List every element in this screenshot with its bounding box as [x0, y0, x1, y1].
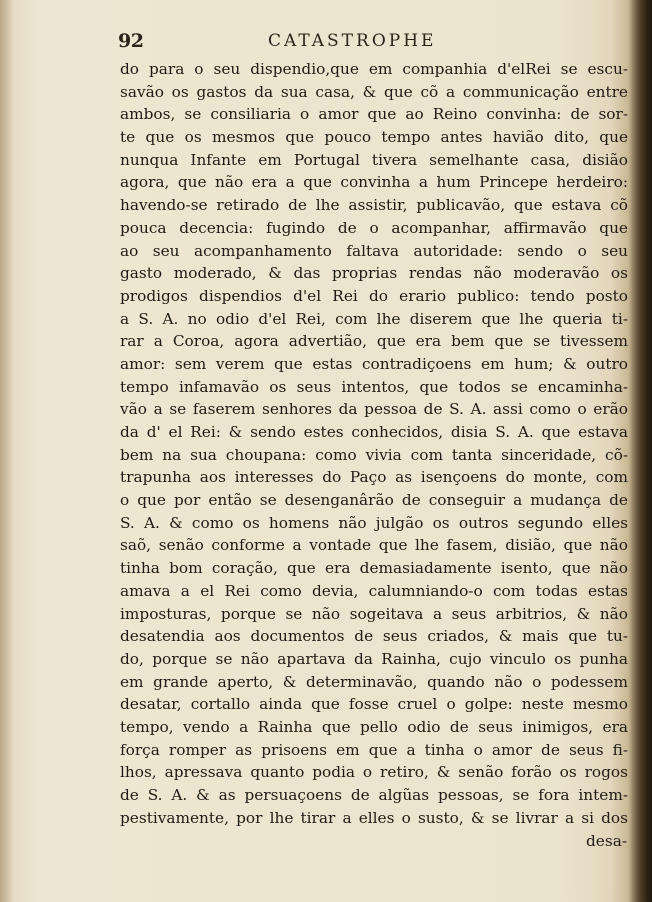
text-line: o que por então se desenganârão de conseguir a mudança de: [120, 491, 628, 510]
text-line: lhos, apressava quanto podia o retiro, & senão forão os rogos: [120, 763, 628, 782]
text-line: tinha bom coração, que era demasiadamente isento, que não: [120, 559, 628, 578]
text-line: pouca decencia: fugindo de o acompanhar, affirmavão que: [120, 218, 628, 237]
text-line: agora, que não era a que convinha a hum Princepe herdeiro:: [120, 173, 628, 192]
text-line: bem na sua choupana: como vivia com tanta sinceridade, cõ-: [120, 445, 628, 464]
text-line: tempo, vendo a Rainha que pello odio de seus inimigos, era: [120, 717, 628, 736]
catchword: desa-: [586, 832, 627, 850]
text-line: gasto moderado, & das proprias rendas não moderavão os: [120, 264, 628, 283]
running-head: CATASTROPHE: [268, 31, 437, 51]
text-line: amor: sem verem que estas contradiçoens em hum; & outro: [120, 354, 628, 373]
body-text: [120, 58, 628, 829]
text-line: rar a Coroa, agora advertião, que era bem que se tivessem: [120, 332, 628, 351]
text-line: nunqua Infante em Portugal tivera semelhante casa, disião: [120, 150, 628, 169]
text-line: amava a el Rei como devia, calumniando-o com todas estas: [120, 581, 628, 600]
text-line: força romper as prisoens em que a tinha o amor de seus fi-: [120, 740, 628, 759]
text-line: do para o seu dispendio,que em companhia d'elRei se escu-: [120, 60, 628, 78]
text-line: desatar, cortallo ainda que fosse cruel o golpe: neste mesmo: [120, 695, 628, 714]
text-line: a S. A. no odio d'el Rei, com lhe diserem que lhe queria ti-: [120, 309, 628, 328]
text-line: prodigos dispendios d'el Rei do erario publico: tendo posto: [120, 286, 628, 305]
text-line: ambos, se consiliaria o amor que ao Reino convinha: de sor-: [120, 105, 628, 124]
text-line: havendo-se retirado de lhe assistir, publicavão, que estava cõ: [120, 196, 628, 215]
text-line: te que os mesmos que pouco tempo antes havião dito, que: [120, 128, 628, 147]
page-number: 92: [118, 30, 144, 52]
text-line: imposturas, porque se não sogeitava a seus arbitrios, & não: [120, 604, 628, 623]
binding-gutter: [630, 0, 652, 902]
text-line: S. A. & como os homens não julgão os outros segundo elles: [120, 513, 628, 532]
text-line: pestivamente, por lhe tirar a elles o susto, & se livrar a si dos: [120, 808, 628, 827]
text-line: saõ, senão conforme a vontade que lhe fasem, disião, que não: [120, 536, 628, 555]
text-line: trapunha aos interesses do Paço as isençoens do monte, com: [120, 468, 628, 487]
text-line: desatendia aos documentos de seus criados, & mais que tu-: [120, 627, 628, 646]
text-line: savão os gastos da sua casa, & que cõ a communicação entre: [120, 82, 628, 101]
text-line: em grande aperto, & determinavão, quando não o podessem: [120, 672, 628, 691]
text-line: da d' el Rei: & sendo estes conhecidos, disia S. A. que estava: [120, 423, 628, 441]
text-line: de S. A. & as persuaçoens de algũas pessoas, se fora intem-: [120, 786, 628, 804]
text-line: ao seu acompanhamento faltava autoridade: sendo o seu: [120, 241, 628, 260]
text-line: do, porque se não apartava da Rainha, cujo vinculo os punha: [120, 649, 628, 668]
text-line: vão a se faserem senhores da pessoa de S. A. assi como o erão: [120, 400, 628, 419]
text-line: tempo infamavão os seus intentos, que todos se encaminha-: [120, 377, 628, 396]
page-header: [118, 30, 618, 56]
